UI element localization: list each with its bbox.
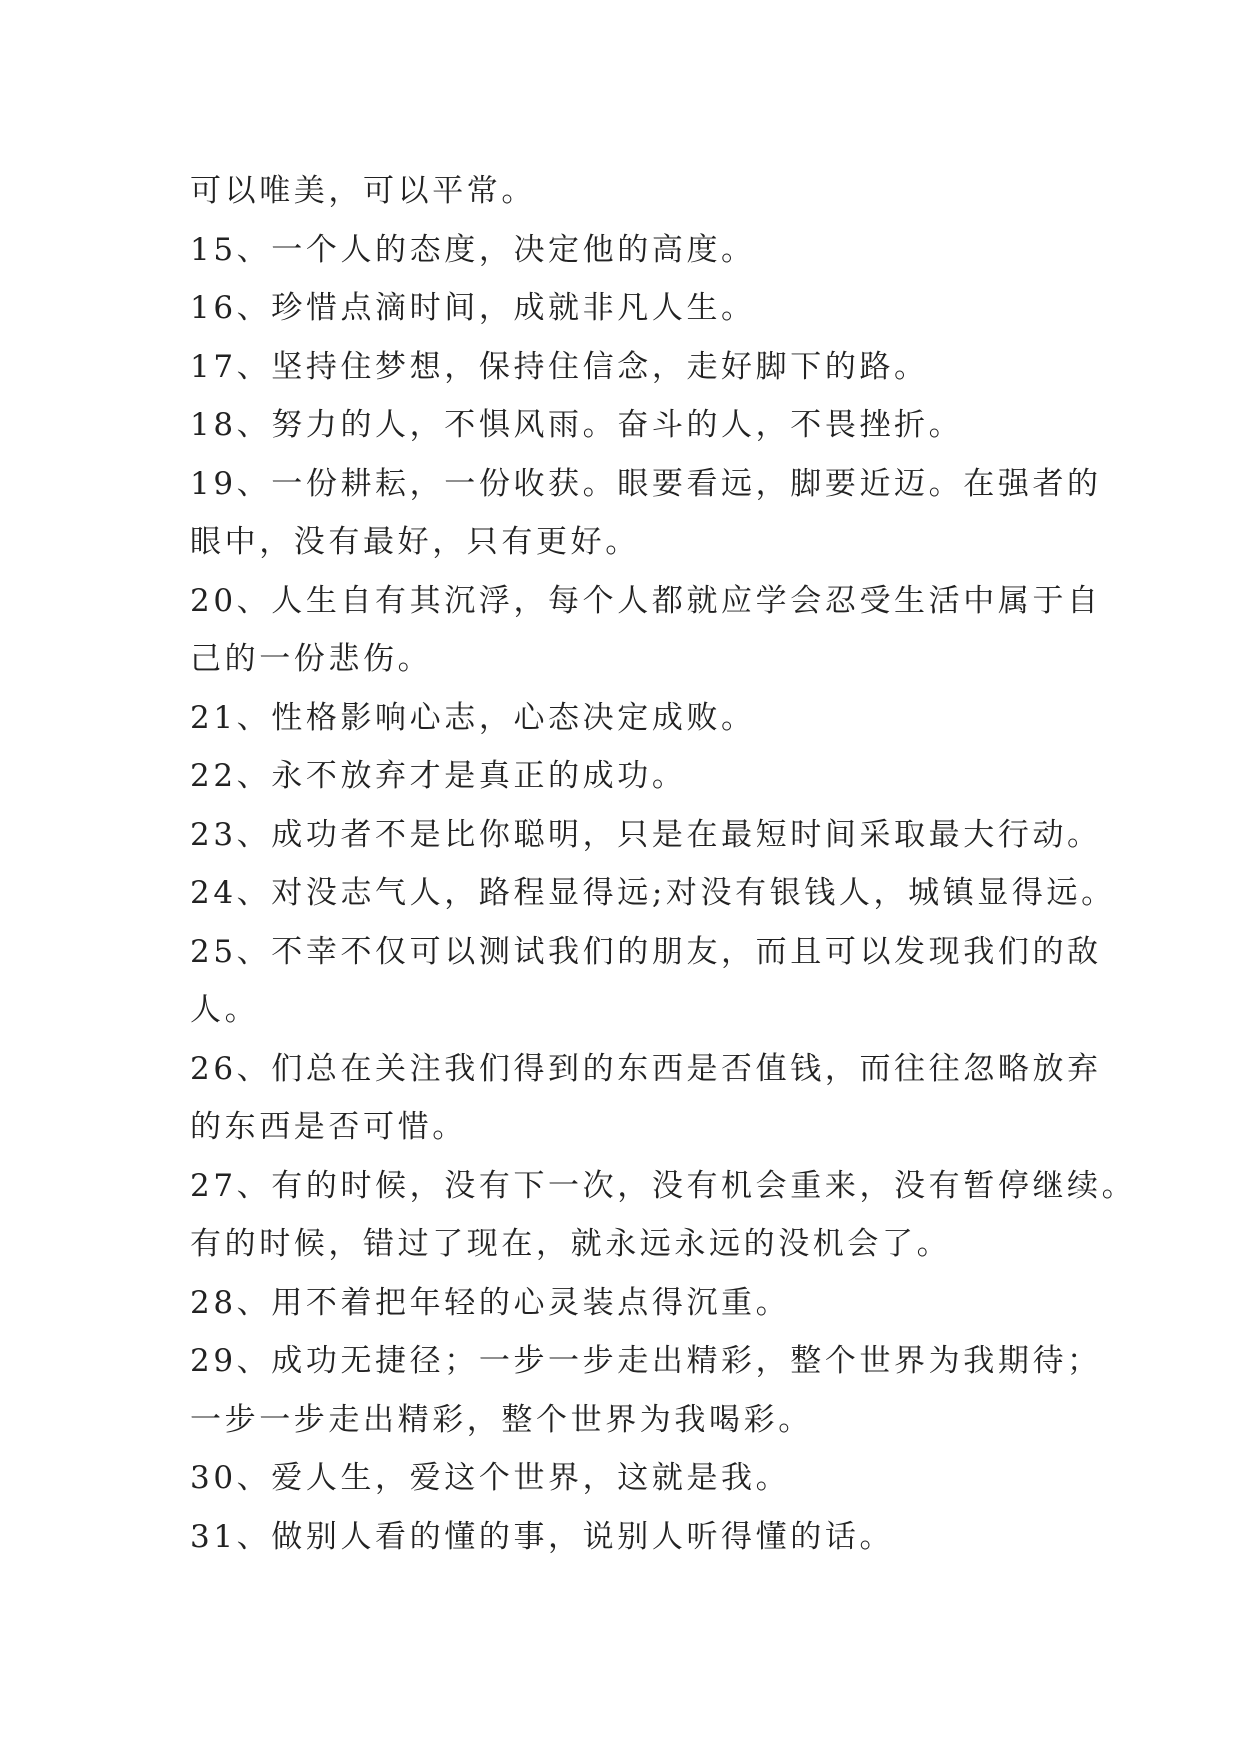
text-line: 可以唯美，可以平常。 <box>190 173 536 209</box>
text-line: 的东西是否可惜。 <box>190 1109 467 1145</box>
text-line: 人。 <box>190 992 260 1028</box>
text-line: 15、一个人的态度，决定他的高度。 <box>190 231 756 268</box>
text-line: 有的时候，错过了现在，就永远永远的没机会了。 <box>190 1226 952 1262</box>
text-line: 眼中，没有最好，只有更好。 <box>190 524 640 560</box>
text-line: 17、坚持住梦想，保持住信念，走好脚下的路。 <box>190 348 929 385</box>
text-line: 19、一份耕耘，一份收获。眼要看远，脚要近迈。在强者的 <box>190 465 1102 502</box>
text-line: 23、成功者不是比你聪明，只是在最短时间采取最大行动。 <box>190 816 1102 853</box>
text-line: 18、努力的人，不惧风雨。奋斗的人，不畏挫折。 <box>190 407 964 443</box>
text-line: 一步一步走出精彩，整个世界为我喝彩。 <box>190 1401 813 1438</box>
text-line: 己的一份悲伤。 <box>190 641 433 677</box>
text-line: 26、们总在关注我们得到的东西是否值钱，而往往忽略放弃 <box>190 1050 1102 1087</box>
text-line: 30、爱人生，爱这个世界，这就是我。 <box>190 1460 791 1496</box>
text-line: 21、性格影响心志，心态决定成败。 <box>190 699 756 736</box>
text-line: 22、永不放弃才是真正的成功。 <box>190 758 687 794</box>
text-line: 25、不幸不仅可以测试我们的朋友，而且可以发现我们的敌 <box>190 933 1102 970</box>
text-line: 29、成功无捷径；一步一步走出精彩，整个世界为我期待； <box>190 1343 1102 1379</box>
text-line: 28、用不着把年轻的心灵装点得沉重。 <box>190 1284 791 1321</box>
text-line: 24、对没志气人，路程显得远;对没有银钱人，城镇显得远。 <box>190 875 1116 911</box>
text-line: 16、珍惜点滴时间，成就非凡人生。 <box>190 290 756 326</box>
text-line: 27、有的时候，没有下一次，没有机会重来，没有暂停继续。 <box>190 1167 1137 1204</box>
document-body <box>190 162 1137 1566</box>
text-line: 20、人生自有其沉浮，每个人都就应学会忍受生活中属于自 <box>190 582 1102 619</box>
text-line: 31、做别人看的懂的事，说别人听得懂的话。 <box>190 1518 895 1555</box>
